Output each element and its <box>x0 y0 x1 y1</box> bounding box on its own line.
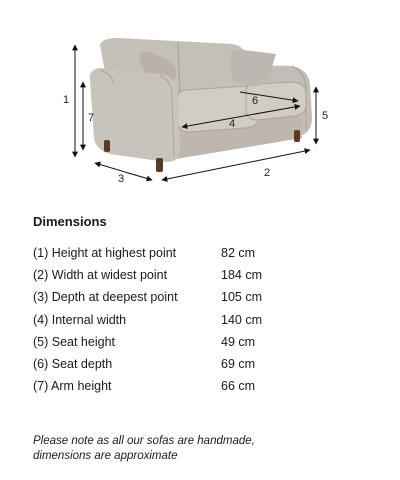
dimension-row <box>33 309 291 331</box>
diagram-label-3: 3 <box>118 173 125 185</box>
diagram-label-4: 4 <box>229 118 236 130</box>
dimension-label: (5) Seat height <box>33 334 115 349</box>
dimension-value: 66 cm <box>221 379 256 394</box>
dimension-label: (6) Seat depth <box>33 357 113 372</box>
note-line-1: Please note as all our sofas are handmade, <box>33 435 255 447</box>
dimension-label: (4) Internal width <box>33 312 127 327</box>
diagram-label-5: 5 <box>322 110 329 122</box>
handmade-note <box>33 434 333 464</box>
dimension-row <box>33 353 291 375</box>
note-line-2: dimensions are approximate <box>33 450 178 462</box>
dimension-value: 82 cm <box>221 246 256 261</box>
dimension-label: (3) Depth at deepest point <box>33 290 178 305</box>
diagram-label-7: 7 <box>88 112 95 124</box>
diagram-label-2: 2 <box>264 167 271 179</box>
dimension-row <box>33 331 291 353</box>
dimension-row <box>33 286 291 308</box>
dimensions-table <box>33 242 291 397</box>
diagram-label-6: 6 <box>252 95 259 107</box>
dimension-value: 69 cm <box>221 357 256 372</box>
diagram-label-1: 1 <box>63 94 70 106</box>
dimensions-title: Dimensions <box>33 214 107 229</box>
dimension-value: 49 cm <box>221 334 256 349</box>
sofa-image <box>90 38 312 172</box>
dimension-label: (2) Width at widest point <box>33 268 168 283</box>
sofa-dimension-diagram <box>0 0 400 200</box>
dimension-value: 184 cm <box>221 268 262 283</box>
dimension-row <box>33 264 291 286</box>
dimension-label: (1) Height at highest point <box>33 246 177 261</box>
dimension-label: (7) Arm height <box>33 379 112 394</box>
dimension-value: 140 cm <box>221 312 262 327</box>
dimension-value: 105 cm <box>221 290 262 305</box>
dimension-row <box>33 375 291 397</box>
dimension-row <box>33 242 291 264</box>
